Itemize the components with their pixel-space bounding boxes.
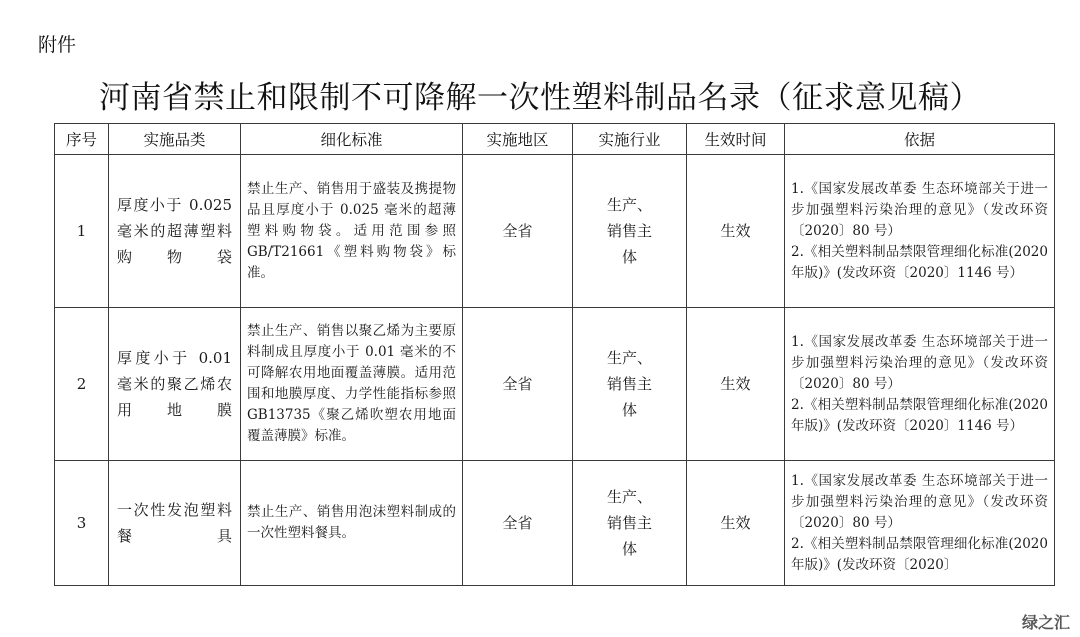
header-industry: 实施行业 bbox=[573, 124, 687, 155]
cell-basis bbox=[785, 155, 1055, 308]
cell-no: 3 bbox=[55, 461, 109, 586]
cell-standard: 禁止生产、销售用泡沫塑料制成的一次性塑料餐具。 bbox=[241, 461, 463, 586]
cell-effective: 生效 bbox=[687, 155, 785, 308]
cell-category: 厚度小于 0.025 毫米的超薄塑料购物袋 bbox=[109, 155, 241, 308]
cell-industry: 生产、销售主体 bbox=[573, 155, 687, 308]
basis-item-1: 1.《国家发展改革委 生态环境部关于进一步加强塑料污染治理的意见》（发改环资〔2020〕80 号） bbox=[791, 472, 1048, 531]
header-no: 序号 bbox=[55, 124, 109, 155]
cell-region: 全省 bbox=[463, 155, 573, 308]
header-standard: 细化标准 bbox=[241, 124, 463, 155]
cell-standard: 禁止生产、销售用于盛装及携提物品且厚度小于 0.025 毫米的超薄塑料购物袋。适用范围参照 GB/T21661《塑料购物袋》标准。 bbox=[241, 155, 463, 308]
attachment-label: 附件 bbox=[38, 34, 77, 56]
cell-effective: 生效 bbox=[687, 461, 785, 586]
watermark-logo: 绿之汇 bbox=[1021, 613, 1070, 632]
header-effective: 生效时间 bbox=[687, 124, 785, 155]
table-row bbox=[55, 461, 1055, 586]
table-header-row bbox=[55, 124, 1055, 155]
cell-effective: 生效 bbox=[687, 308, 785, 461]
cell-region: 全省 bbox=[463, 308, 573, 461]
table-row bbox=[55, 155, 1055, 308]
header-category: 实施品类 bbox=[109, 124, 241, 155]
basis-item-1: 1.《国家发展改革委 生态环境部关于进一步加强塑料污染治理的意见》（发改环资〔2020〕80 号） bbox=[791, 333, 1048, 392]
header-basis: 依据 bbox=[785, 124, 1055, 155]
cell-no: 1 bbox=[55, 155, 109, 308]
header-region: 实施地区 bbox=[463, 124, 573, 155]
cell-no: 2 bbox=[55, 308, 109, 461]
basis-item-2: 2.《相关塑料制品禁限管理细化标准(2020 年版)》(发改环资〔2020〕1146 号） bbox=[791, 396, 1048, 434]
cell-standard: 禁止生产、销售以聚乙烯为主要原料制成且厚度小于 0.01 毫米的不可降解农用地面覆盖薄膜。适用范围和地膜厚度、力学性能指标参照 GB13735《聚乙烯吹塑农用地面覆盖薄膜》标准。 bbox=[241, 308, 463, 461]
cell-category: 一次性发泡塑料餐具 bbox=[109, 461, 241, 586]
page-title: 河南省禁止和限制不可降解一次性塑料制品名录（征求意见稿） bbox=[99, 80, 981, 116]
basis-item-1: 1.《国家发展改革委 生态环境部关于进一步加强塑料污染治理的意见》（发改环资〔2020〕80 号） bbox=[791, 180, 1048, 239]
basis-item-2: 2.《相关塑料制品禁限管理细化标准(2020 年版)》(发改环资〔2020〕 bbox=[791, 535, 1048, 573]
cell-industry: 生产、销售主体 bbox=[573, 308, 687, 461]
cell-region: 全省 bbox=[463, 461, 573, 586]
basis-item-2: 2.《相关塑料制品禁限管理细化标准(2020 年版)》(发改环资〔2020〕1146 号） bbox=[791, 243, 1048, 281]
table-row bbox=[55, 308, 1055, 461]
cell-basis bbox=[785, 308, 1055, 461]
cell-industry: 生产、销售主体 bbox=[573, 461, 687, 586]
catalog-table bbox=[54, 123, 1055, 586]
cell-basis bbox=[785, 461, 1055, 586]
cell-category: 厚度小于 0.01 毫米的聚乙烯农用地膜 bbox=[109, 308, 241, 461]
